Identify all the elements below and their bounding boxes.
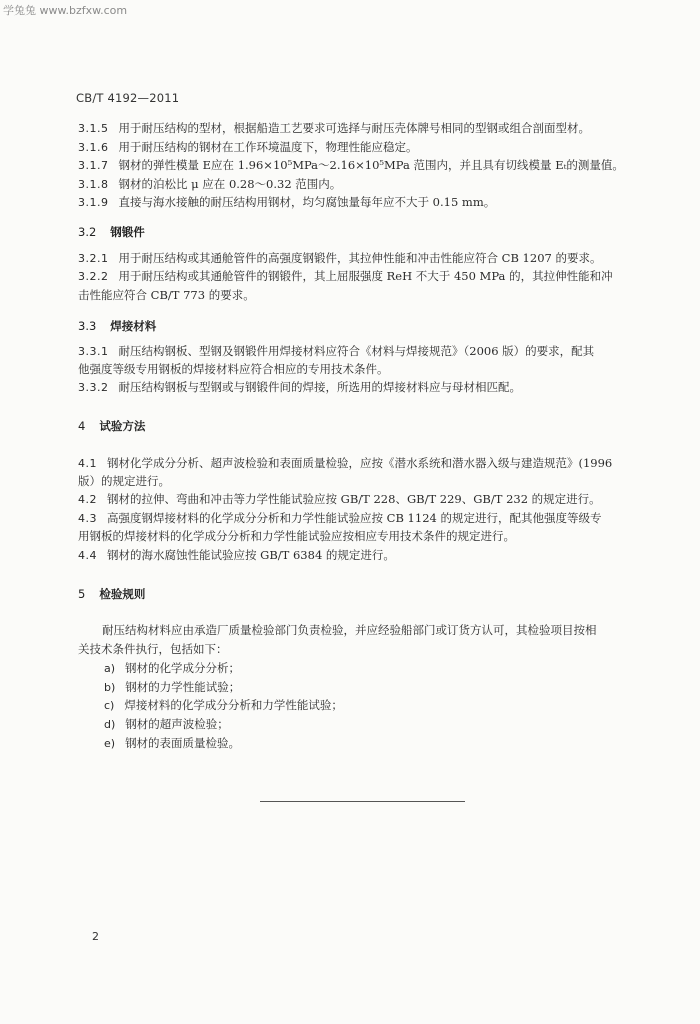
list-item-text: 钢材的表面质量检验。 (125, 736, 241, 750)
section-title: 钢锻件 (110, 225, 145, 239)
clause-text: 用于耐压结构的型材，根据船造工艺要求可选择与耐压壳体牌号相同的型钢或组合剖面型材。 (118, 121, 590, 135)
clause-text: 钢材的拉伸、弯曲和冲击等力学性能试验应按 GB/T 228、GB/T 229、GB/T 232 的规定进行。 (107, 492, 601, 506)
clause-text: 用于耐压结构或其通舱管件的钢锻件，其上屈服强度 ReH 不大于 450 MPa 的，其拉伸性能和冲 (118, 269, 613, 283)
clause-line (78, 251, 601, 266)
list-item-text: 钢材的力学性能试验； (125, 680, 241, 694)
list-item-label: d) (104, 718, 116, 731)
clause-line (78, 492, 601, 507)
clause-number: 4.3 (78, 512, 97, 525)
section-heading-5 (78, 586, 145, 602)
clause-text: 钢材化学成分分析、超声波检验和表面质量检验，应按《潜水系统和潜水器入级与建造规范》(1996 (107, 456, 613, 470)
clause-number: 3.2.2 (78, 270, 109, 283)
clause-text: 他强度等级专用钢板的焊接材料应符合相应的专用技术条件。 (78, 362, 389, 376)
clause-continuation (78, 529, 515, 543)
list-item-label: b) (104, 681, 116, 694)
list-item (104, 736, 240, 751)
section-number: 4 (78, 419, 86, 433)
clause-number: 3.2.1 (78, 252, 109, 265)
list-item-text: 焊接材料的化学成分分析和力学性能试验； (124, 698, 343, 712)
clause-number: 4.1 (78, 457, 97, 470)
clause-text: 耐压结构钢板与型钢或与钢锻件间的焊接，所选用的焊接材料应与母材相匹配。 (118, 380, 521, 394)
section-number: 5 (78, 587, 86, 601)
clause-text: 用于耐压结构或其通舱管件的高强度钢锻件，其拉伸性能和冲击性能应符合 CB 1207 的要求。 (118, 251, 602, 265)
clause-text: 直接与海水接触的耐压结构用钢材，均匀腐蚀量每年应不大于 0.15 mm。 (118, 195, 496, 209)
clause-continuation (78, 474, 170, 488)
section-heading-3-3 (78, 318, 156, 334)
clause-number: 3.3.1 (78, 345, 109, 358)
clause-line (78, 548, 395, 563)
clause-text: 钢材的海水腐蚀性能试验应按 GB/T 6384 的规定进行。 (107, 548, 395, 562)
section-title: 检验规则 (99, 587, 146, 601)
clause-number: 3.3.2 (78, 381, 109, 394)
section-intro-line: 关技术条件执行，包括如下： (78, 642, 228, 656)
clause-number: 3.1.8 (78, 178, 109, 191)
clause-text: 用于耐压结构的钢材在工作环境温度下，物理性能应稳定。 (118, 140, 418, 154)
list-item (104, 661, 240, 676)
clause-line (78, 380, 521, 395)
clause-line (78, 177, 341, 192)
section-heading-3-2 (78, 224, 145, 240)
clause-number: 3.1.6 (78, 141, 109, 154)
section-title: 试验方法 (99, 419, 146, 433)
clause-number: 3.1.5 (78, 122, 109, 135)
end-rule-divider (260, 801, 465, 802)
document-id-header: CB/T 4192—2011 (76, 91, 180, 105)
clause-number: 4.4 (78, 549, 97, 562)
clause-text: 版）的规定进行。 (78, 474, 170, 488)
clause-line (78, 158, 624, 173)
clause-continuation (78, 362, 389, 376)
list-item (104, 717, 229, 732)
list-item-label: e) (104, 737, 116, 750)
section-number: 3.2 (78, 225, 97, 239)
clause-text: 耐压结构钢板、型钢及钢锻件用焊接材料应符合《材料与焊接规范》（2006 版）的要求，配其 (118, 344, 595, 358)
clause-line (78, 195, 495, 210)
clause-number: 4.2 (78, 493, 97, 506)
clause-text: 高强度钢焊接材料的化学成分分析和力学性能试验应按 CB 1124 的规定进行，配其他强度等级专 (107, 511, 602, 525)
list-item-label: a) (104, 662, 116, 675)
clause-line (78, 121, 590, 136)
section-heading-4 (78, 418, 145, 434)
list-item-text: 钢材的化学成分分析； (125, 661, 241, 675)
page-number: 2 (92, 930, 99, 943)
clause-text: 钢材的弹性模量 E应在 1.96×10⁵MPa～2.16×10⁵MPa 范围内，并且具有切线模量 Eₜ的测量值。 (118, 158, 624, 172)
clause-line (78, 511, 601, 526)
clause-number: 3.1.7 (78, 159, 109, 172)
clause-line (78, 140, 418, 155)
clause-number: 3.1.9 (78, 196, 109, 209)
list-item (104, 698, 343, 713)
list-item-text: 钢材的超声波检验； (125, 717, 229, 731)
list-item (104, 680, 240, 695)
section-title: 焊接材料 (110, 319, 157, 333)
section-number: 3.3 (78, 319, 97, 333)
clause-line (78, 456, 612, 471)
clause-line (78, 344, 594, 359)
clause-text: 击性能应符合 CB/T 773 的要求。 (78, 288, 255, 302)
clause-text: 钢材的泊松比 μ 应在 0.28～0.32 范围内。 (118, 177, 342, 191)
clause-text: 用钢板的焊接材料的化学成分分析和力学性能试验应按相应专用技术条件的规定进行。 (78, 529, 515, 543)
clause-continuation (78, 288, 255, 302)
clause-line (78, 269, 613, 284)
list-item-label: c) (104, 699, 115, 712)
section-intro-line: 耐压结构材料应由承造厂质量检验部门负责检验，并应经验船部门或订货方认可，其检验项目按相 (102, 623, 597, 637)
watermark-text: 学兔兔 www.bzfxw.com (3, 4, 128, 17)
